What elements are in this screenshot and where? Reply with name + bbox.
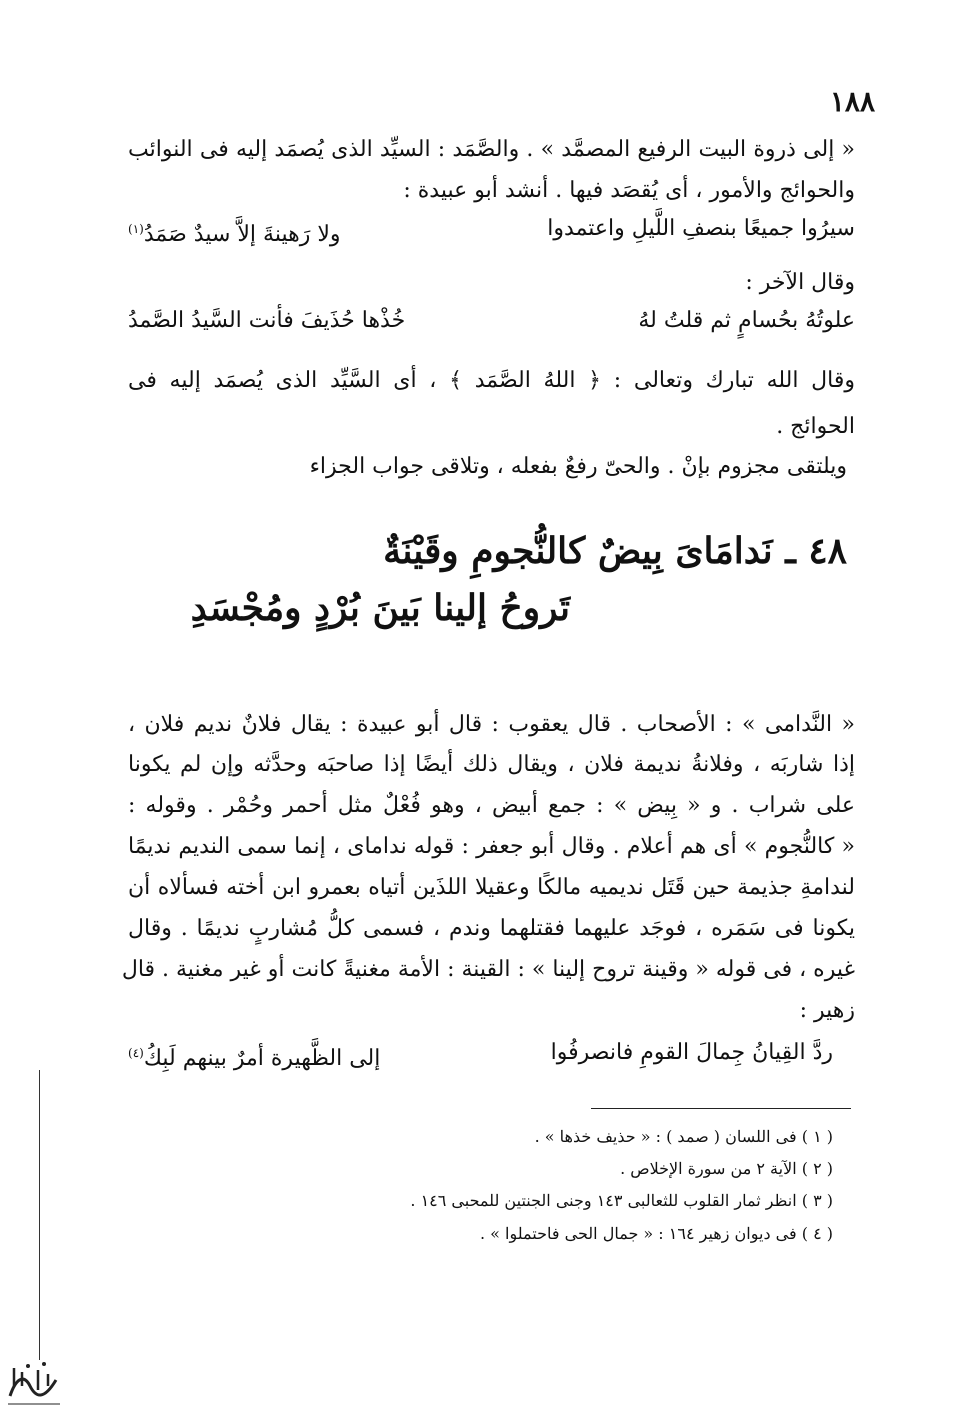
body-line: والحوائج والأمور ، أى يُقصَد فيها . أنشد أبو عبيدة : [403, 178, 855, 203]
page-number: ١٨٨ [829, 85, 875, 118]
poem-line-2: تَروحُ إلینا بَینَ بُرْدٍ ومُجْسَدِ [190, 587, 570, 629]
footnote-marker: (١) [128, 222, 144, 236]
verse-hemistich [128, 1038, 380, 1074]
verse-hemistich-text: إلى الظَّهيرة أمرٌ بينهم لَبِكُ [143, 1046, 381, 1072]
verse-hemistich: ردَّ القِيانُ جِمالَ القومِ فانصرفُوا [550, 1040, 833, 1065]
body-line: الحوائج . [776, 414, 855, 439]
body-line: وقال الآخر : [745, 270, 855, 295]
margin-line [39, 1070, 40, 1360]
footnote: ( ٢ ) الآية ٢ من سورة الإخلاص . [620, 1159, 833, 1178]
verse-hemistich: علوتُهُ بحُسامٍ ثم قلتُ لهُ [638, 308, 855, 333]
verse [128, 1038, 833, 1074]
library-stamp-logo [4, 1356, 64, 1410]
commentary-line: على شراب . و « بِيض » : جمع أبيض ، وهو فُعْلٌ مثل أحمر وحُمْر . وقوله : [128, 793, 855, 818]
footnote: ( ١ ) فى اللسان ( صمد ) : « حذيف خذها » . [534, 1127, 833, 1146]
commentary-line: « كالنُّجوم » أى هم أعلام . وقال أبو جعفر : قوله نداماى ، إنما سمى النديم نديمًا [128, 834, 855, 859]
body-line: « إلى ذروة البيت الرفيع المصمَّد » . والصَّمَد : السيِّد الذى يُصمَد إليه فى النوائب [128, 137, 855, 162]
verse [128, 306, 855, 336]
verse-hemistich [128, 214, 341, 250]
poem-line-1 [383, 528, 847, 574]
verse-hemistich: خُذْها حُذَيفَ فأنت السَّيدُ الصَّمدُ [128, 308, 406, 333]
poem-hemistich: نَدامَایَ بِیضٌ کالنُّجومِ وقَیْنَةٌ [383, 530, 773, 572]
body-line: ويلتقى مجزوم بإنْ . والحىّ رفعٌ بفعله ، وتلاقى جواب الجزاء [309, 454, 847, 479]
commentary-line: زهير : [799, 998, 855, 1023]
footnote-divider [591, 1108, 851, 1109]
verse-hemistich-text: ولا رَهينةَ إلاَّ سيدٌ صَمَدُ [143, 222, 341, 248]
footnote-marker: (٤) [128, 1046, 144, 1060]
body-line: وقال الله تبارك وتعالى : ﴿ اللهُ الصَّمَد ﴾ ، أى السَّيِّد الذى يُصمَد إليه فى [128, 368, 855, 393]
commentary-line: غيره ، فى قوله « وقينة تروح إلينا » : القينة : الأمة مغنيةً كانت أو غير مغنية . قال [121, 957, 855, 982]
commentary-line: لندامةِ جذيمة حين قَتَل نديميه مالكًا وعقيلا اللذَين أتياه بعمرو ابن أخته فسألاه أن [128, 875, 855, 900]
poem-number: ٤٨ ـ [785, 530, 847, 572]
verse [128, 214, 855, 250]
footnote: ( ٣ ) انظر ثمار القلوب للثعالبى ١٤٣ وجنى الجنتين للمحبى ١٤٦ . [410, 1191, 833, 1210]
footnote: ( ٤ ) فى ديوان زهير ١٦٤ : « جمال الحى فاحتملوا » . [480, 1224, 833, 1243]
commentary-line: إذا شاربَه ، وفلانةُ نديمة فلان ، ويقال ذلك أيضًا إذا صاحبَه وحدَّثه وإن لم يكونا [128, 752, 855, 777]
verse-hemistich: سيرُوا جميعًا بنصفِ اللَّيلِ واعتمدوا [547, 216, 855, 241]
commentary-line: « النَّدامى » : الأصحاب . قال يعقوب : قال أبو عبيدة : يقال فلانٌ نديم فلان ، [128, 712, 855, 737]
commentary-line: يكونا فى سَمَره ، فوجَد عليهما فقتلهما وندم ، فسمى كلُّ مُشاربٍ نديمًا . وقال [128, 916, 855, 941]
